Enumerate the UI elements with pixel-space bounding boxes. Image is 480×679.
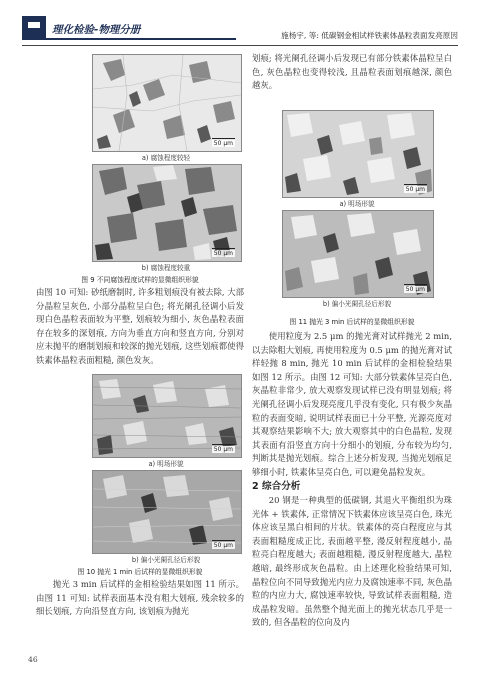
page-number: 46 [28,655,38,664]
figure11b-micrograph [282,210,434,298]
figure9-caption: 图 9 不同腐蚀程度试样的显微组织形貌 [81,276,199,284]
journal-logo [22,16,232,42]
logo-underline [46,38,236,40]
figure9b-scale: 50 μm [213,250,233,257]
right-column-text-3 [252,494,452,630]
left-column-text-2 [36,578,244,619]
running-head: 施杨宇, 等: 低碳钢金相试样铁素体晶粒表面发亮原因 [281,31,458,40]
figure11b-label: b) 偏小光阑孔径后形貌 [322,300,392,308]
journal-name: 理化检验-物理分册 [52,24,141,36]
figure10b-micrograph [92,470,242,554]
figure9a-label: a) 腐蚀程度较轻 [141,154,191,162]
figure10-caption: 图 10 抛光 1 min 后试样的显微组织形貌 [77,568,203,576]
figure9b-label: b) 腐蚀程度较重 [141,264,191,272]
figure10a-micrograph [92,374,242,458]
figure10a-scale: 50 μm [213,446,233,453]
left-column-text-1 [36,286,244,368]
header-rule [22,45,458,46]
section-2-title: 2 综合分析 [252,481,301,492]
figure11b-scale: 50 μm [405,286,425,293]
figure10a-label: a) 明场形貌 [148,460,184,468]
right-paragraph-3: 20 钢是一种典型的低碳钢, 其退火平衡组织为珠光体 + 铁素体, 正常情况下铁素体应该呈亮白色, 珠光体应该呈黑白相间的片状。铁素体的亮白程度应与其表面粗糙度成正比, 表面越平整, 漫反射程度越小, 晶粒亮白程度越大; 表面越粗糙, 漫反射程度越大, 晶粒越暗, 最终形成灰色晶粒。由上述理化检验结果可知, 晶粒位向不同导致抛光内应力及腐蚀速率不同, 灰色晶粒的内应力大, 腐蚀速率较快, 导致试样表面粗糙, 造成晶粒发暗。虽然整个抛光面上的抛光状态几乎是一致的, 但各晶粒的位向及内 [252,495,452,628]
left-paragraph-2: 抛光 3 min 后试样的金相检验结果如图 11 所示。由图 11 可知: 试样表面基本没有粗大划痕, 残余较多的细长划痕, 方向沿竖直方向, 该划痕为抛光 [36,579,244,617]
right-paragraph-1: 划痕; 将光阑孔径调小后发现已有部分铁素体晶粒呈白色, 灰色晶粒也变得较浅, 且晶粒表面划痕越深, 颜色越灰。 [252,53,452,91]
figure9a-micrograph [92,54,242,152]
logo-mark-notch [28,22,40,28]
left-paragraph-1: 由图 10 可知: 砂纸磨制时, 许多粗划痕没有被去除, 大部分晶粒呈灰色, 小部分晶粒呈白色; 将光阑孔径调小后发现白色晶粒表面较为平整, 划痕较为细小, 灰色晶粒表面存在较多的深划痕, 方向为垂直方向和竖直方向, 分别对应未抛平的磨制划痕和较深的抛光划痕, 这些划痕都使得铁素体晶粒表面粗糙, 颜色发灰。 [36,287,244,365]
right-column-text-2 [252,330,452,480]
figure11a-micrograph [282,110,434,198]
figure11a-label: a) 明场形貌 [339,200,375,208]
right-paragraph-2: 使用粒度为 2.5 μm 的抛光膏对试样抛光 2 min, 以去除粗大划痕, 再使用粒度为 0.5 μm 的抛光膏对试样轻抛 8 min, 抛光 10 min 后试样的金相检验结果如图 12 所示。由图 12 可知: 大部分铁素体呈亮白色, 灰晶粒非常少, 放大观察发现试样已没有明显划痕; 将光阑孔径调小后发现亮度几乎没有变化, 只有极少灰晶粒的表面变暗, 说明试样表面已十分平整, 光源亮度对其观察结果影响不大; 放大观察其中的白色晶粒, 发现其表面有沿竖直方向十分细小的划痕, 分布较为均匀, 判断其是抛光划痕。综合上述分析发现, 当抛光划痕足够细小时, 铁素体呈亮白色, 可以避免晶粒发灰。 [252,331,452,477]
figure9a-scale: 50 μm [213,140,233,147]
figure10b-scale: 50 μm [213,542,233,549]
figure9b-image [93,165,241,261]
figure9a-image [93,55,241,151]
figure10b-label: b) 偏小光阑孔径后形貌 [131,556,201,564]
figure11a-scale: 50 μm [405,186,425,193]
right-column-text-1 [252,52,452,93]
figure11-caption: 图 11 抛光 3 min 后试样的显微组织形貌 [289,318,415,326]
logo-mark [22,16,46,40]
figure9b-micrograph [92,164,242,262]
